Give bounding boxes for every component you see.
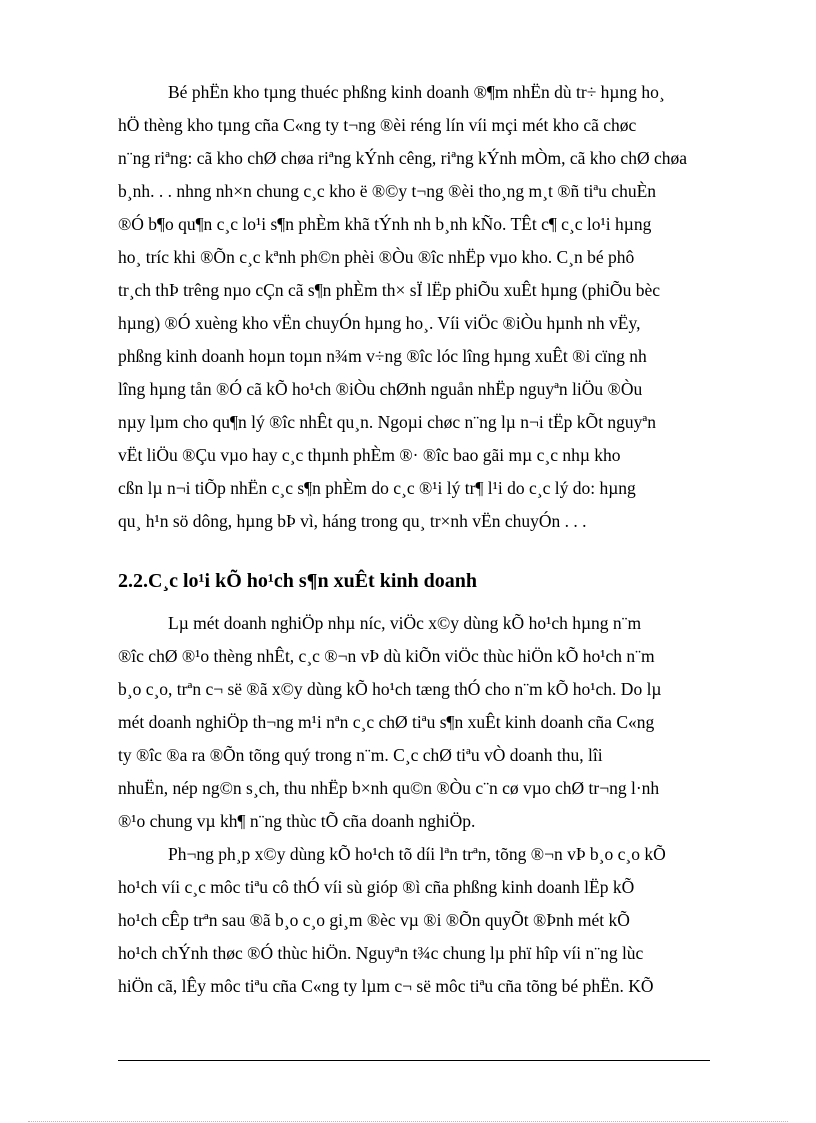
text-line: Lµ mét doanh nghiÖp nhµ níc, viÖc x©y dùng kÕ ho¹ch hµng n¨m [168, 613, 642, 633]
text-line: ho¹ch víi c¸c môc tiªu cô thÓ víi sù gióp ®ì cña phßng kinh doanh lËp kÕ [118, 877, 635, 897]
paragraph-warehouse [118, 76, 708, 538]
text-line: lîng hµng tån ®Ó cã kÕ ho¹ch ®iÒu chØnh nguån nhËp nguyªn liÖu ®Òu [118, 379, 643, 399]
text-line: b¸nh. . . nhng nh×n chung c¸c kho ë ®©y t¬ng ®èi tho¸ng m¸t ®ñ tiªu chuÈn [118, 181, 657, 201]
text-line: Ph¬ng ph¸p x©y dùng kÕ ho¹ch tõ díi lªn trªn, tõng ®¬n vÞ b¸o c¸o kÕ [168, 844, 666, 864]
page-edge-divider [28, 1121, 788, 1122]
text-line: qu¸ h¹n sö dông, hµng bÞ vì, háng trong qu¸ tr×nh vËn chuyÓn . . . [118, 511, 587, 531]
text-line: phßng kinh doanh hoµn toµn n¾m v÷ng ®îc lóc lîng hµng xuÊt ®i cïng nh [118, 346, 647, 366]
text-line: nµy lµm cho qu¶n lý ®îc nhÊt qu¸n. Ngoµi chøc n¨ng lµ n¬i tËp kÕt nguyªn [118, 412, 657, 432]
text-line: nhuËn, nép ng©n s¸ch, thu nhËp b×nh qu©n ®Òu c¨n cø vµo chØ tr¬ng l·nh [118, 778, 660, 798]
text-line: vËt liÖu ®Çu vµo hay c¸c thµnh phÈm ®· ®îc bao gãi mµ c¸c nhµ kho [118, 445, 621, 465]
text-line: hµng) ®Ó xuèng kho vËn chuyÓn hµng ho¸. Víi viÖc ®iÒu hµnh nh vËy, [118, 313, 641, 333]
text-line: ®¹o chung vµ kh¶ n¨ng thùc tÕ cña doanh nghiÖp. [118, 811, 476, 831]
text-line: hÖ thèng kho tµng cña C«ng ty t¬ng ®èi réng lín víi mçi mét kho cã chøc [118, 115, 637, 135]
text-line: mét doanh nghiÖp th¬ng m¹i nªn c¸c chØ tiªu s¶n xuÊt kinh doanh cña C«ng [118, 712, 655, 732]
text-line: hiÖn cã, lÊy môc tiªu cña C«ng ty lµm c¬ së môc tiªu cña tõng bé phËn. KÕ [118, 976, 654, 996]
text-line: Bé phËn kho tµng thuéc phßng kinh doanh ®¶m nhËn dù tr÷ hµng ho¸ [168, 82, 665, 102]
text-line: b¸o c¸o, trªn c¬ së ®ã x©y dùng kÕ ho¹ch tæng thÓ cho n¨m kÕ ho¹ch. Do lµ [118, 679, 662, 699]
paragraph-method [118, 838, 708, 1003]
text-line: ®Ó b¶o qu¶n c¸c lo¹i s¶n phÈm khã tÝnh nh b¸nh kÑo. TÊt c¶ c¸c lo¹i hµng [118, 214, 652, 234]
paragraph-planning [118, 607, 708, 838]
text-line: ho¹ch cÊp trªn sau ®ã b¸o c¸o gi¸m ®èc vµ ®i ®Õn quyÕt ®Þnh mét kÕ [118, 910, 630, 930]
text-line: n¨ng riªng: cã kho chØ chøa riªng kÝnh cêng, riªng kÝnh mÒm, cã kho chØ chøa [118, 148, 687, 168]
text-line: ho¸ tríc khi ®Õn c¸c kªnh ph©n phèi ®Òu ®îc nhËp vµo kho. C¸n bé phô [118, 247, 635, 267]
text-line: ty ®îc ®a ra ®Õn tõng quý trong n¨m. C¸c chØ tiªu vÒ doanh thu, lîi [118, 745, 603, 765]
section-heading: 2.2.C¸c lo¹i kÕ ho¹ch s¶n xuÊt kinh doanh [118, 570, 478, 592]
text-line: tr¸ch thÞ trêng nµo cÇn cã s¶n phÈm th× sÏ lËp phiÕu xuÊt hµng (phiÕu bèc [118, 280, 660, 300]
text-line: cßn lµ n¬i tiÕp nhËn c¸c s¶n phÈm do c¸c ®¹i lý tr¶ l¹i do c¸c lý do: hµng [118, 478, 636, 498]
text-line: ®îc chØ ®¹o thèng nhÊt, c¸c ®¬n vÞ dù kiÕn viÖc thùc hiÖn kÕ ho¹ch n¨m [118, 646, 655, 666]
footer-rule [118, 1060, 710, 1061]
text-line: ho¹ch chÝnh thøc ®Ó thùc hiÖn. Nguyªn t¾c chung lµ phï hîp víi n¨ng lùc [118, 943, 644, 963]
